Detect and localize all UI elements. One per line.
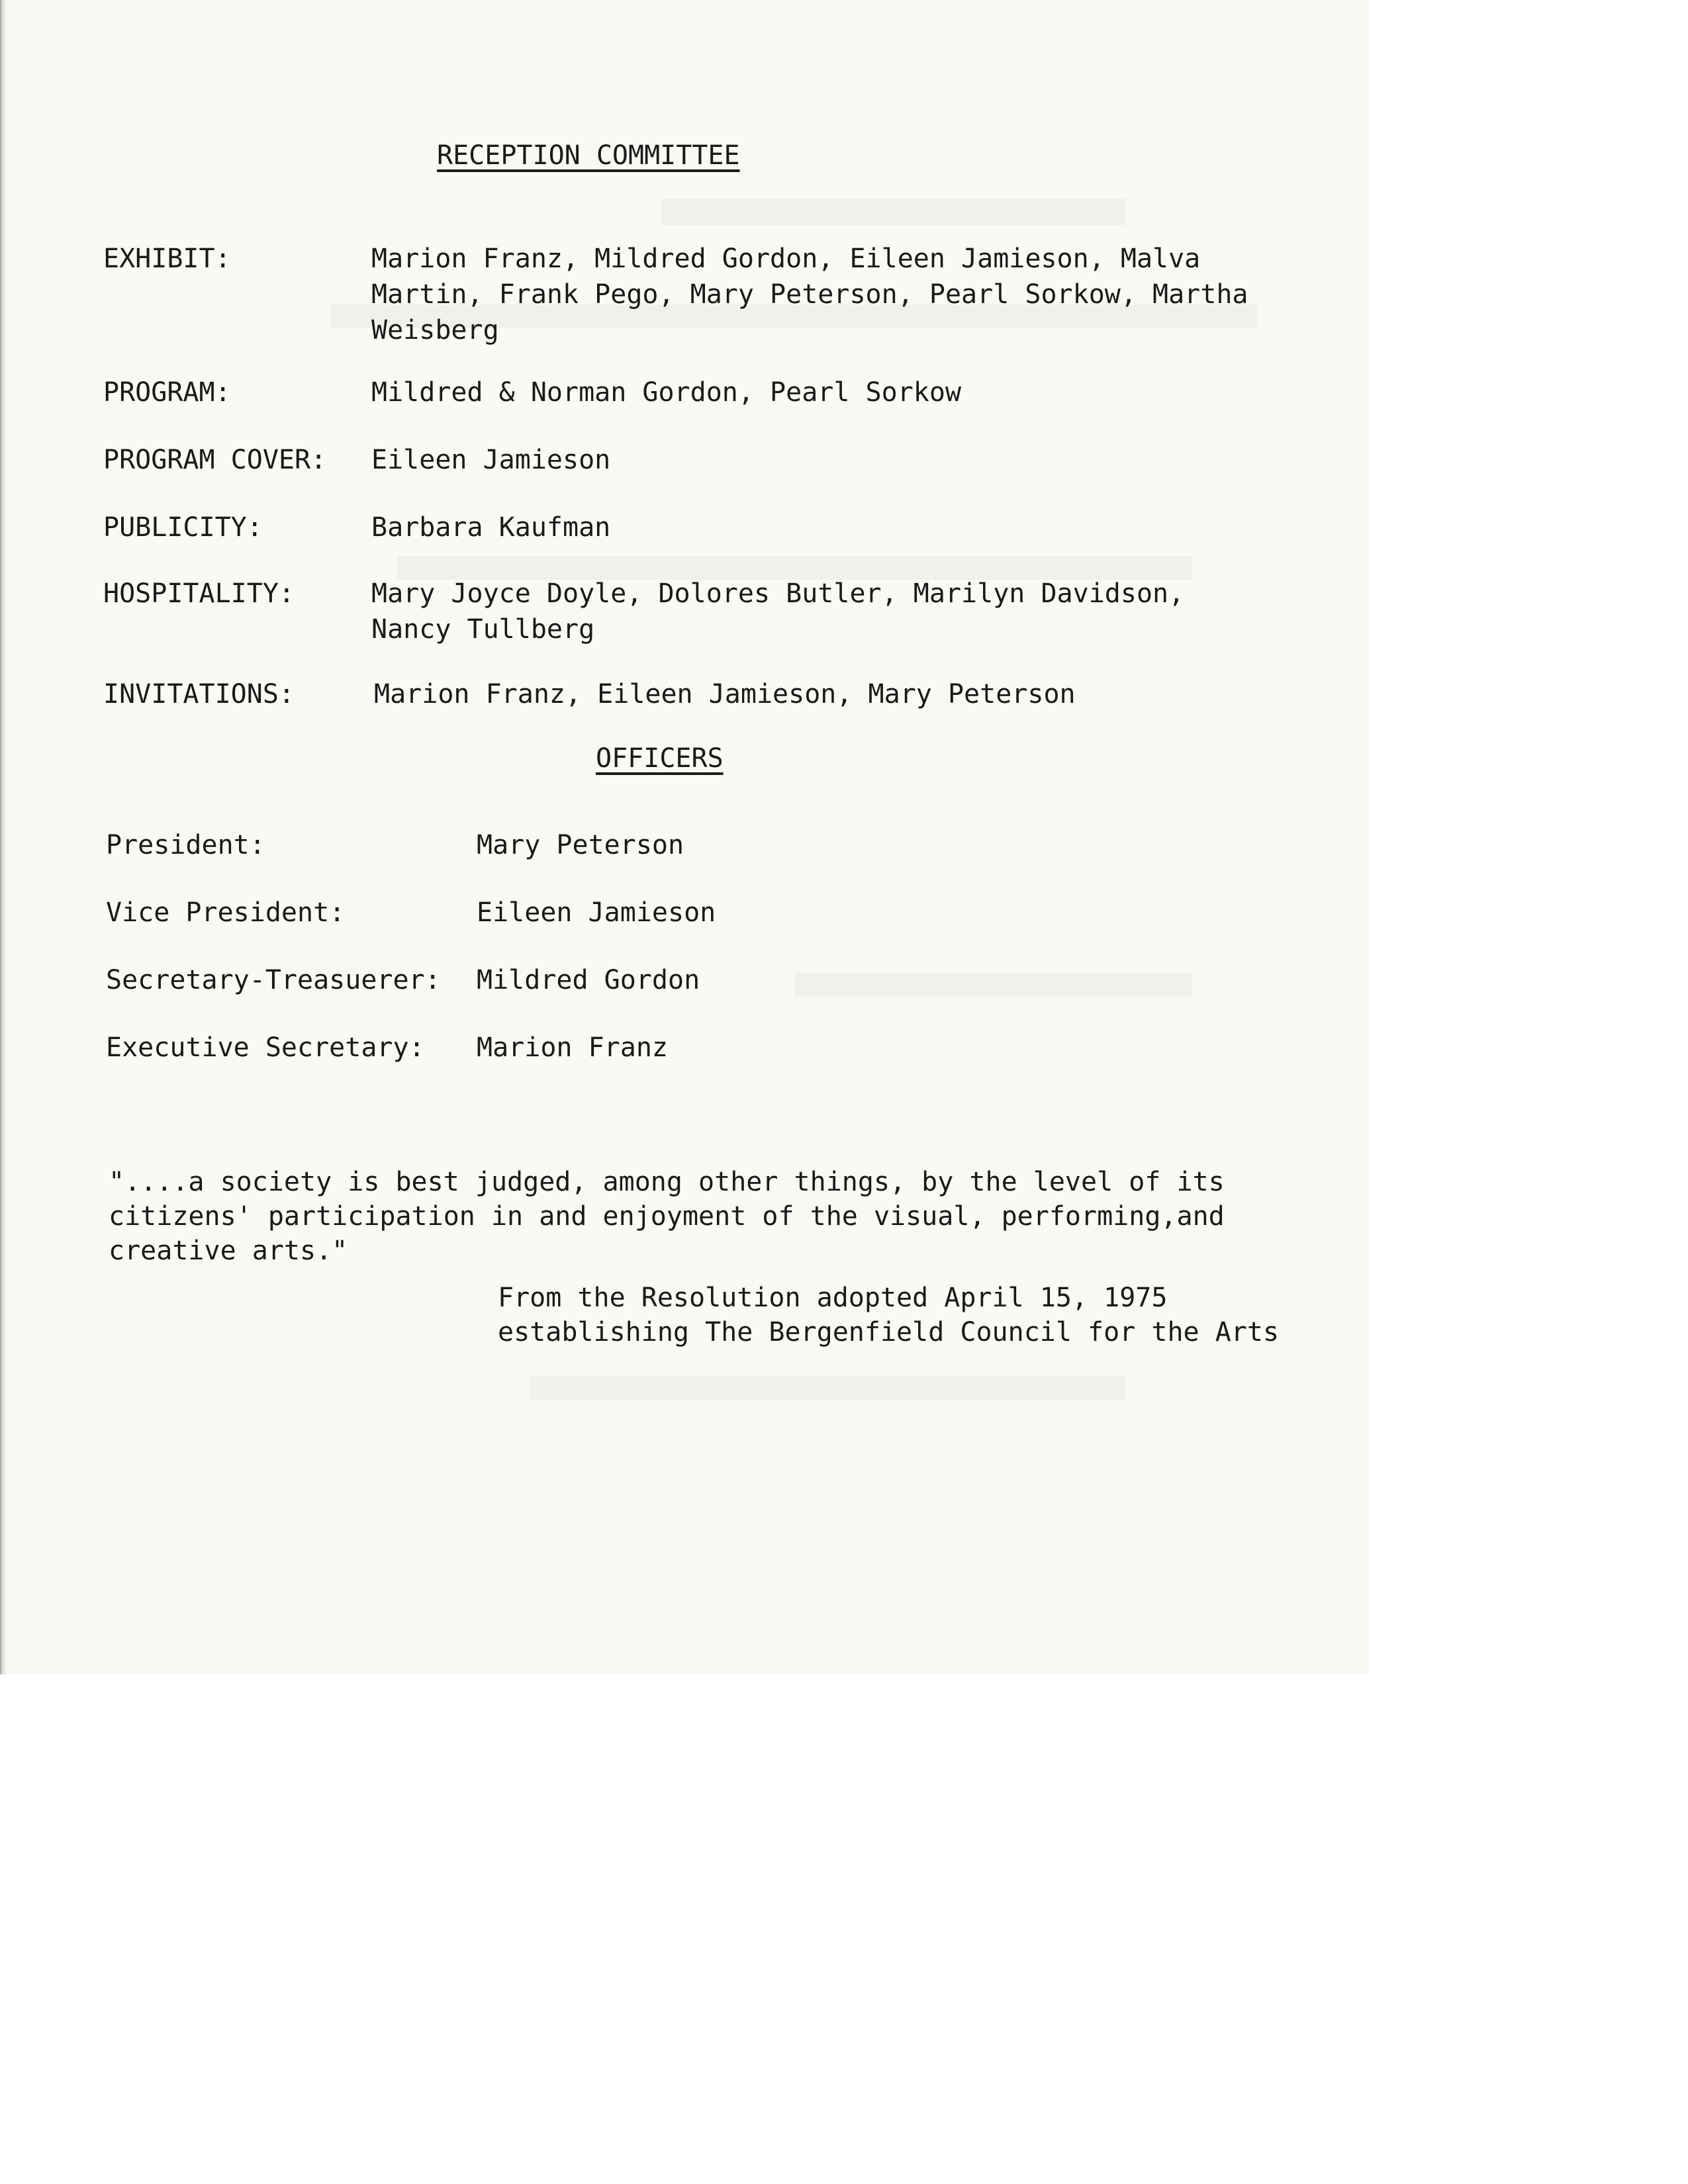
officer-name: Marion Franz	[477, 1032, 668, 1063]
scan-edge-shadow	[0, 0, 7, 1674]
committee-members: Mildred & Norman Gordon, Pearl Sorkow	[371, 377, 962, 408]
committee-members: Marion Franz, Eileen Jamieson, Mary Peterson	[374, 679, 1076, 709]
officer-title: Executive Secretary:	[106, 1032, 425, 1063]
committee-label: EXHIBIT:	[103, 244, 231, 274]
committee-row-program-cover	[103, 442, 1335, 478]
officer-title: Vice President:	[106, 897, 346, 928]
committee-members: Marion Franz, Mildred Gordon, Eileen Jamieson, Malva Martin, Frank Pego, Mary Peterson, Pearl Sorkow, Martha Weisberg	[371, 244, 1248, 345]
bleed-through-mark	[662, 199, 1125, 225]
committee-members: Mary Joyce Doyle, Dolores Butler, Marilyn Davidson, Nancy Tullberg	[371, 578, 1185, 645]
attribution-line: establishing The Bergenfield Council for the Arts	[498, 1317, 1280, 1347]
officer-title: Secretary-Treasuerer:	[106, 965, 441, 995]
resolution-quote: "....a society is best judged, among other things, by the level of its citizens' participation in and enjoyment of the visual, performing,and creative arts."	[109, 1167, 1225, 1266]
committee-members: Barbara Kaufman	[371, 512, 611, 543]
officers-heading: OFFICERS	[596, 743, 724, 774]
officer-name: Mildred Gordon	[477, 965, 700, 995]
committee-members: Eileen Jamieson	[371, 445, 611, 475]
officer-title: President:	[106, 830, 265, 860]
officer-name: Mary Peterson	[477, 830, 684, 860]
officer-name: Eileen Jamieson	[477, 897, 716, 928]
committee-label: HOSPITALITY:	[103, 578, 295, 609]
committee-label: PROGRAM COVER:	[103, 445, 327, 475]
officer-row-vice-president	[106, 895, 1033, 931]
bleed-through-mark	[530, 1377, 1125, 1400]
officer-row-secretary-treasurer	[106, 962, 1033, 998]
reception-committee-heading: RECEPTION COMMITTEE	[437, 140, 740, 171]
officer-row-executive-secretary	[106, 1030, 1033, 1066]
committee-label: INVITATIONS:	[103, 679, 295, 709]
officer-row-president	[106, 827, 1033, 863]
committee-row-exhibit	[103, 241, 1335, 348]
committee-label: PUBLICITY:	[103, 512, 263, 543]
committee-row-invitations	[103, 676, 1335, 712]
committee-row-publicity	[103, 510, 1335, 545]
committee-row-hospitality	[103, 576, 1335, 647]
quote-attribution	[498, 1281, 1279, 1349]
committee-label: PROGRAM:	[103, 377, 231, 408]
committee-row-program	[103, 375, 1335, 410]
attribution-line: From the Resolution adopted April 15, 1975	[498, 1283, 1168, 1313]
